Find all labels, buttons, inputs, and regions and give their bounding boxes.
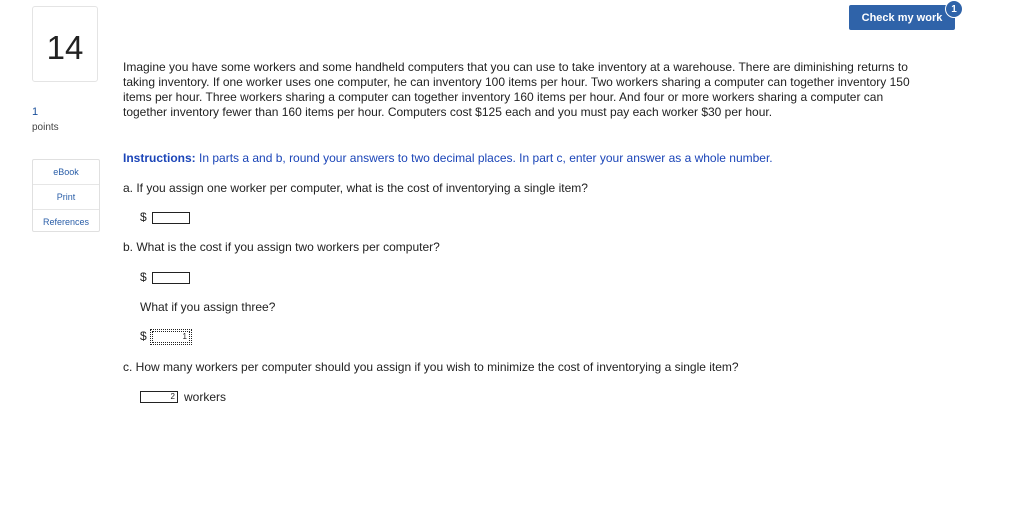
- part-a-answer-input[interactable]: [152, 212, 190, 224]
- part-a-currency: $: [140, 210, 147, 224]
- part-b2-question: What if you assign three?: [140, 300, 276, 314]
- part-c-answer-input[interactable]: 2: [140, 391, 178, 403]
- instructions-label: Instructions:: [123, 151, 196, 165]
- part-b-currency: $: [140, 270, 147, 284]
- question-number-box: [32, 6, 98, 82]
- part-b2-answer-input[interactable]: 1: [152, 331, 190, 343]
- part-c-question: c. How many workers per computer should you assign if you wish to minimize the cost of inventorying a single item?: [123, 360, 739, 374]
- points-value: 1: [32, 106, 39, 118]
- instructions-text: In parts a and b, round your answers to two decimal places. In part c, enter your answer as a whole number.: [195, 151, 773, 165]
- ebook-link[interactable]: eBook: [53, 167, 79, 177]
- question-number: 14: [46, 29, 84, 66]
- part-a-question: a. If you assign one worker per computer, what is the cost of inventorying a single item?: [123, 181, 588, 195]
- check-my-work-button[interactable]: Check my work: [849, 5, 955, 30]
- points-label: points: [32, 122, 59, 133]
- print-link[interactable]: Print: [33, 184, 99, 209]
- tools-panel: [32, 159, 100, 232]
- instructions: [123, 151, 773, 165]
- check-work-count-badge: 1: [945, 0, 963, 18]
- problem-text: Imagine you have some workers and some handheld computers that you can use to take inventory at a warehouse. There are diminishing returns to taking inventory. If one worker uses one computer, he can inventory 100 items per hour. Two workers sharing a computer can together inventory 150 items per hour. Three workers sharing a computer can together inventory 160 items per hour. And four or more workers sharing a computer can together inventory fewer than 160 items per hour. Computers cost $125 each and you must pay each worker $30 per hour.: [123, 60, 910, 119]
- part-b-question: b. What is the cost if you assign two workers per computer?: [123, 240, 440, 254]
- part-c-unit: workers: [184, 390, 227, 404]
- part-b2-currency: $: [140, 329, 147, 343]
- part-b-answer-input[interactable]: [152, 272, 190, 284]
- references-link[interactable]: References: [33, 209, 99, 234]
